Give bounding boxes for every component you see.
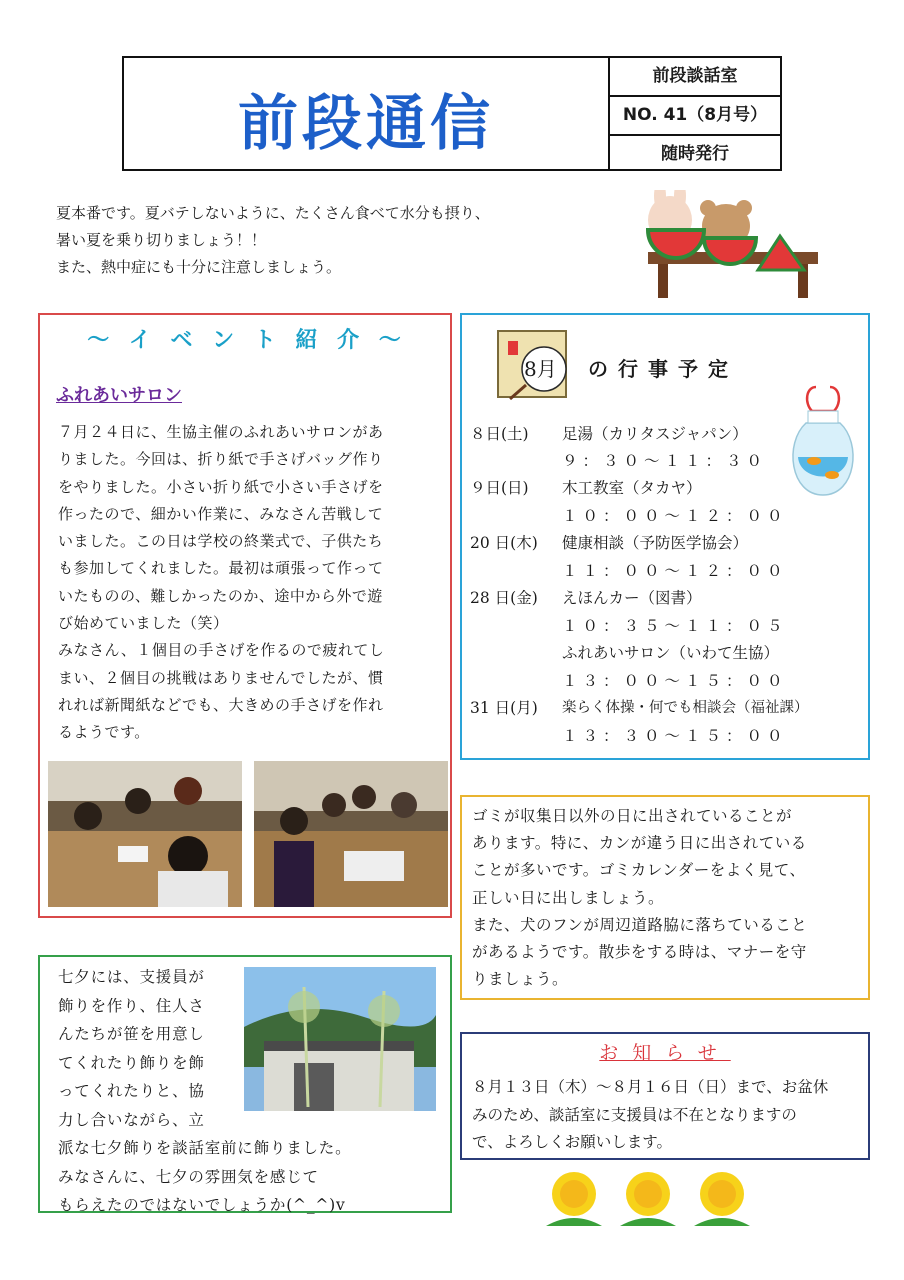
garbage-line: また、犬のフンが周辺道路脇に落ちていること <box>472 915 808 934</box>
schedule-date: ９日(日) <box>470 479 529 497</box>
schedule-event: 健康相談（予防医学協会） <box>562 534 749 552</box>
garbage-line: があるようです。散歩をする時は、マナーを守 <box>472 943 807 962</box>
schedule-event: 足湯（カリタスジャパン） <box>562 425 748 443</box>
tanabata-line: もらえたのではないでしょうか(^_^)v <box>58 1196 346 1214</box>
schedule-heading: の行事予定 <box>588 357 738 381</box>
schedule-event: ふれあいサロン（いわて生協） <box>562 644 780 662</box>
tanabata-line: ってくれたりと、協 <box>58 1082 205 1100</box>
garbage-line: りましょう。 <box>472 970 569 989</box>
schedule-row <box>462 695 862 722</box>
schedule-date: 31 日(月) <box>470 699 538 717</box>
article-line: みなさん、１個目の手さげを作るので疲れてし <box>58 641 385 660</box>
schedule-section <box>460 313 870 760</box>
announcement-section <box>460 1032 870 1160</box>
photo-scene <box>48 761 242 907</box>
schedule-date: 20 日(木) <box>470 534 538 552</box>
article-line: いました。この日は学校の終業式で、子供たち <box>58 532 384 551</box>
schedule-time: １１：００～１２：００ <box>562 562 788 580</box>
schedule-row <box>462 421 862 448</box>
sunflowers-illustration <box>536 1170 762 1234</box>
tanabata-photo <box>244 967 436 1111</box>
garbage-line: あります。特に、カンが違う日に出されている <box>472 834 807 853</box>
newsletter-title: 前段通信 <box>238 89 494 159</box>
schedule-date: ８日(土) <box>470 425 529 443</box>
intro-line: 暑い夏を乗り切りましょう！！ <box>56 231 267 249</box>
garbage-line: 正しい日に出しましょう。 <box>472 888 665 907</box>
schedule-time-row <box>462 503 862 530</box>
garbage-text <box>472 803 862 993</box>
salon-photo-adults <box>254 761 448 907</box>
schedule-row <box>462 585 862 612</box>
intro-line: 夏本番です。夏バテしないように、たくさん食べて水分も摂り、 <box>56 204 490 222</box>
announcement-line: みのため、談話室に支援員は不在となりますの <box>472 1105 797 1124</box>
salon-photo-children <box>48 761 242 907</box>
schedule-time: １３：００～１５：００ <box>562 672 788 690</box>
schedule-time-row <box>462 558 862 585</box>
issue-number: NO. 41（8月号） <box>622 105 768 125</box>
schedule-time-row <box>462 668 862 695</box>
office-name: 前段談話室 <box>652 66 738 86</box>
article-line: れれば新聞紙などでも、大きめの手さげを作れ <box>58 695 384 714</box>
article-line: も参加してくれました。最初は頑張って作って <box>58 559 384 578</box>
announcement-title: お知らせ <box>599 1042 731 1064</box>
schedule-event: 木工教室（タカヤ） <box>562 479 702 497</box>
bench-animals-illustration <box>618 190 838 302</box>
tanabata-section <box>38 955 452 1213</box>
salon-article <box>58 419 442 747</box>
event-section <box>38 313 452 918</box>
photo-scene <box>244 967 436 1111</box>
announcement-line: ８月１３日（木）～８月１６日（日）まで、お盆休 <box>472 1078 829 1096</box>
masthead <box>122 56 782 171</box>
tanabata-line: 派な七夕飾りを談話室前に飾りました。 <box>58 1139 352 1157</box>
article-line: び始めていました（笑） <box>58 614 229 633</box>
month-label: 8月 <box>524 357 557 381</box>
bear-ear <box>700 200 716 216</box>
article-line: いたものの、難しかったのか、途中から外で遊 <box>58 586 383 605</box>
salon-title: ふれあいサロン <box>56 385 182 406</box>
schedule-event: 楽らく体操・何でも相談会（福祉課） <box>562 700 809 716</box>
article-line: ７月２４日に、生協主催のふれあいサロンがあ <box>58 423 384 441</box>
announcement-text <box>472 1074 862 1157</box>
intro-line: また、熱中症にも十分に注意しましょう。 <box>56 258 342 276</box>
bench-leg <box>658 264 668 298</box>
tanabata-line: んたちが笹を用意し <box>58 1025 205 1043</box>
tanabata-line: 力し合いながら、立 <box>58 1110 205 1129</box>
article-line: 作ったので、細かい作業に、みなさん苦戦して <box>58 504 384 523</box>
bear-ear <box>736 200 752 216</box>
photo-scene <box>254 761 448 907</box>
tanabata-line: みなさんに、七夕の雰囲気を感じて <box>58 1167 319 1186</box>
garbage-notice-section <box>460 795 870 1000</box>
article-line: をやりました。小さい折り紙で小さい手さげを <box>58 477 384 496</box>
garbage-line: ことが多いです。ゴミカレンダーをよく見て、 <box>472 861 806 880</box>
schedule-time-row <box>462 448 862 475</box>
garbage-line: ゴミが収集日以外の日に出されていることが <box>472 807 793 825</box>
schedule-time: ９：３０～１１：３０ <box>562 452 768 470</box>
article-line: るようです。 <box>58 723 150 742</box>
schedule-row <box>462 530 862 557</box>
sunflower-icon <box>546 1172 602 1226</box>
publication-frequency: 随時発行 <box>661 144 729 164</box>
tanabata-line: 七夕には、支援員が <box>58 968 205 986</box>
schedule-time: １０：００～１２：００ <box>562 507 788 525</box>
announcement-line: で、よろしくお願いします。 <box>472 1133 672 1151</box>
schedule-time: １３：３０～１５：００ <box>562 727 788 745</box>
schedule-row <box>462 475 862 502</box>
tanabata-line: 飾りを作り、住人さ <box>58 996 205 1015</box>
article-line: りました。今回は、折り紙で手さげバッグ作り <box>58 450 384 469</box>
tanabata-line: てくれたり飾りを飾 <box>58 1053 205 1072</box>
title-cell <box>124 58 610 169</box>
schedule-time-row <box>462 723 862 750</box>
schedule-time: １０：３５～１１：０５ <box>562 617 788 635</box>
event-heading: ～ イ ベ ン ト 紹 介 ～ <box>87 328 407 353</box>
intro-text <box>56 200 616 281</box>
sunflower-icon <box>694 1172 750 1226</box>
schedule-row <box>462 640 862 667</box>
schedule-date: 28 日(金) <box>470 589 538 607</box>
schedule-time-row <box>462 613 862 640</box>
schedule-event: えほんカー（図書） <box>562 589 702 607</box>
article-line: まい、２個目の挑戦はありませんでしたが、慣 <box>58 668 384 687</box>
sunflower-icon <box>620 1172 676 1226</box>
